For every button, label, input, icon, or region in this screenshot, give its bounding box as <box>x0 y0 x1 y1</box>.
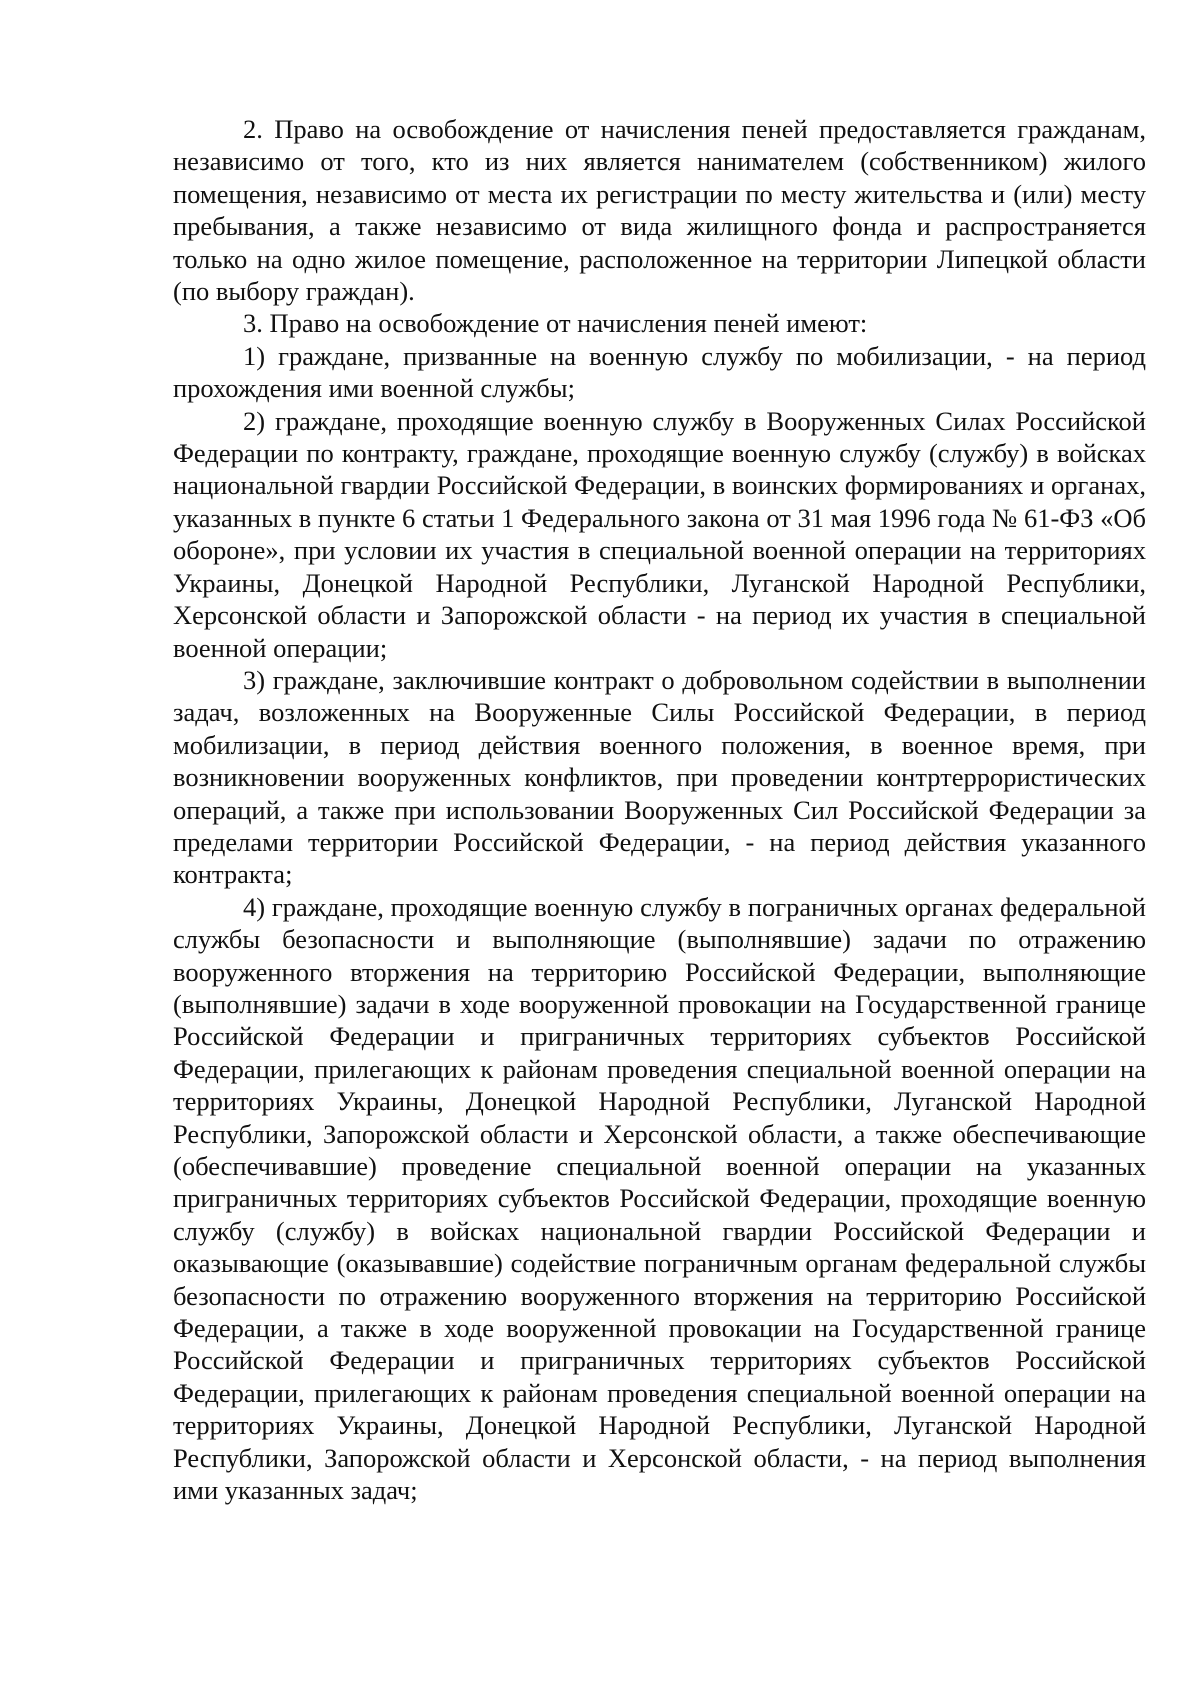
paragraph-item-4: 4) граждане, проходящие военную службу в пограничных органах федеральной службы безопасности и выполняющие (выполнявшие) задачи по отражению вооруженного вторжения на территорию Российской Федерации, выполняющие (выполнявшие) задачи в ходе вооруженной провокации на Государственной границе Российской Федерации и приграничных территориях субъектов Российской Федерации, прилегающих к районам проведения специальной военной операции на территориях Украины, Донецкой Народной Республики, Луганской Народной Республики, Запорожской области и Херсонской области, а также обеспечивающие (обеспечивавшие) проведение специальной военной операции на указанных приграничных территориях субъектов Российской Федерации, проходящие военную службу (службу) в войсках национальной гвардии Российской Федерации и оказывающие (оказывавшие) содействие пограничным органам федеральной службы безопасности по отражению вооруженного вторжения на территорию Российской Федерации, а также в ходе вооруженной провокации на Государственной границе Российской Федерации и приграничных территориях субъектов Российской Федерации, прилегающих к районам проведения специальной военной операции на территориях Украины, Донецкой Народной Республики, Луганской Народной Республики, Запорожской области и Херсонской области, - на период выполнения ими указанных задач; <box>173 891 1146 1506</box>
paragraph-item-1: 1) граждане, призванные на военную службу по мобилизации, - на период прохождения ими военной службы; <box>173 340 1146 404</box>
document-body <box>173 113 1146 1506</box>
paragraph-clause-3: 3. Право на освобождение от начисления пеней имеют: <box>243 308 868 339</box>
paragraph-item-3: 3) граждане, заключившие контракт о добровольном содействии в выполнении задач, возложенных на Вооруженные Силы Российской Федерации, в период мобилизации, в период действия военного положения, в военное время, при возникновении вооруженных конфликтов, при проведении контртеррористических операций, а также при использовании Вооруженных Сил Российской Федерации за пределами территории Российской Федерации, - на период действия указанного контракта; <box>173 664 1146 890</box>
paragraph-clause-2: 2. Право на освобождение от начисления пеней предоставляется гражданам, независимо от того, кто из них является нанимателем (собственником) жилого помещения, независимо от места их регистрации по месту жительства и (или) месту пребывания, а также независимо от вида жилищного фонда и распространяется только на одно жилое помещение, расположенное на территории Липецкой области (по выбору граждан). <box>173 114 1146 307</box>
paragraph-item-2: 2) граждане, проходящие военную службу в Вооруженных Силах Российской Федерации по контракту, граждане, проходящие военную службу (службу) в войсках национальной гвардии Российской Федерации, в воинских формированиях и органах, указанных в пункте 6 статьи 1 Федерального закона от 31 мая 1996 года № 61-ФЗ «Об обороне», при условии их участия в специальной военной операции на территориях Украины, Донецкой Народной Республики, Луганской Народной Республики, Херсонской области и Запорожской области - на период их участия в специальной военной операции; <box>173 405 1146 663</box>
